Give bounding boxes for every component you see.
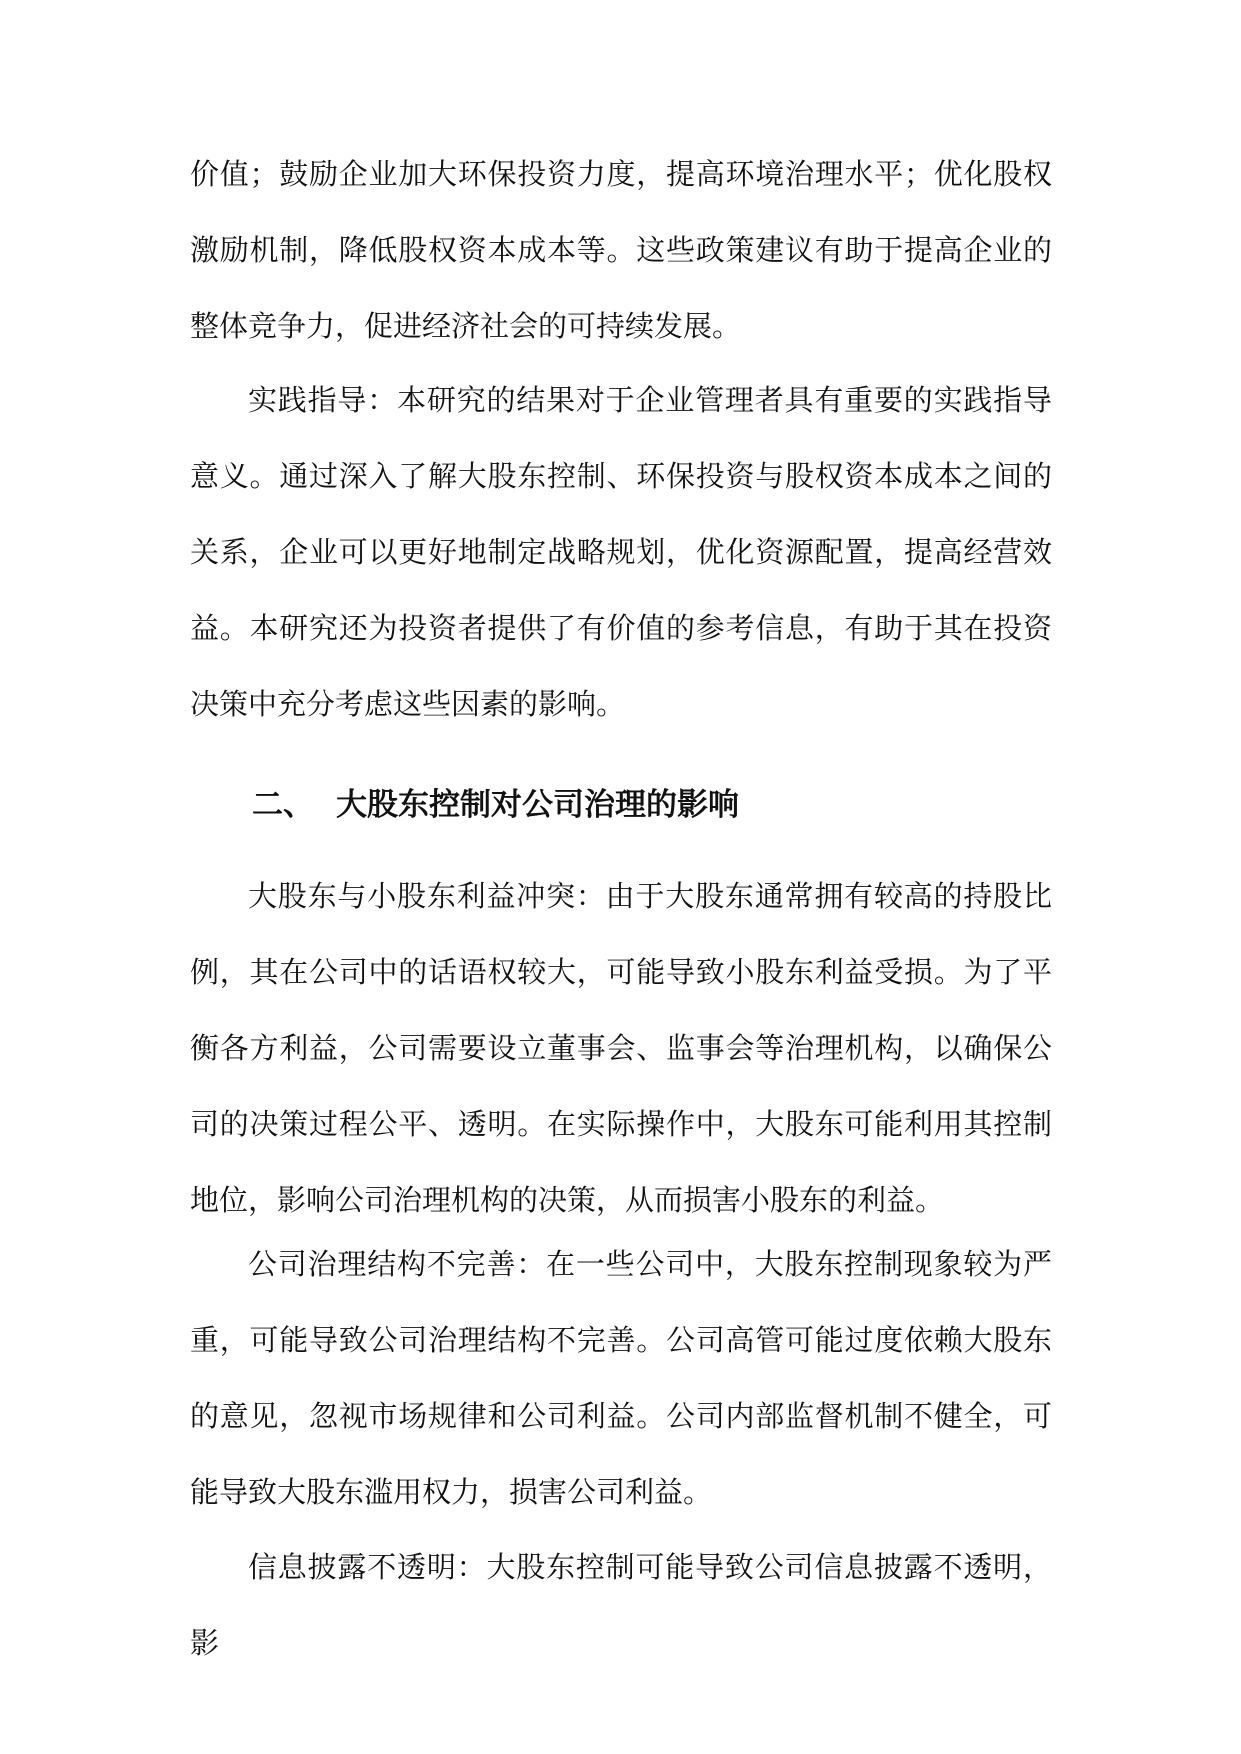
section-title: 大股东控制对公司治理的影响: [336, 787, 739, 823]
paragraph-information-disclosure: 信息披露不透明：大股东控制可能导致公司信息披露不透明，影: [190, 1550, 1052, 1660]
paragraph-practical-guidance: 实践指导：本研究的结果对于企业管理者具有重要的实践指导意义。通过深入了解大股东控制、环保投资与股权资本成本之间的关系，企业可以更好地制定战略规划，优化资源配置，提高经营效益。本研究还为投资者提供了有价值的参考信息，有助于其在投资决策中充分考虑这些因素的影响。: [190, 383, 1052, 721]
paragraph-governance-structure: 公司治理结构不完善：在一些公司中，大股东控制现象较为严重，可能导致公司治理结构不完善。公司高管可能过度依赖大股东的意见，忽视市场规律和公司利益。公司内部监督机制不健全，可能导致大股东滥用权力，损害公司利益。: [190, 1247, 1052, 1509]
paragraph-shareholder-conflict: 大股东与小股东利益冲突：由于大股东通常拥有较高的持股比例，其在公司中的话语权较大，可能导致小股东利益受损。为了平衡各方利益，公司需要设立董事会、监事会等治理机构，以确保公司的决策过程公平、透明。在实际操作中，大股东可能利用其控制地位，影响公司治理机构的决策，从而损害小股东的利益。: [190, 879, 1052, 1217]
section-heading: [252, 780, 739, 830]
paragraph-policy-suggestions: 价值；鼓励企业加大环保投资力度，提高环境治理水平；优化股权激励机制，降低股权资本成本等。这些政策建议有助于提高企业的整体竞争力，促进经济社会的可持续发展。: [190, 157, 1052, 343]
section-number: 二、: [252, 787, 314, 823]
